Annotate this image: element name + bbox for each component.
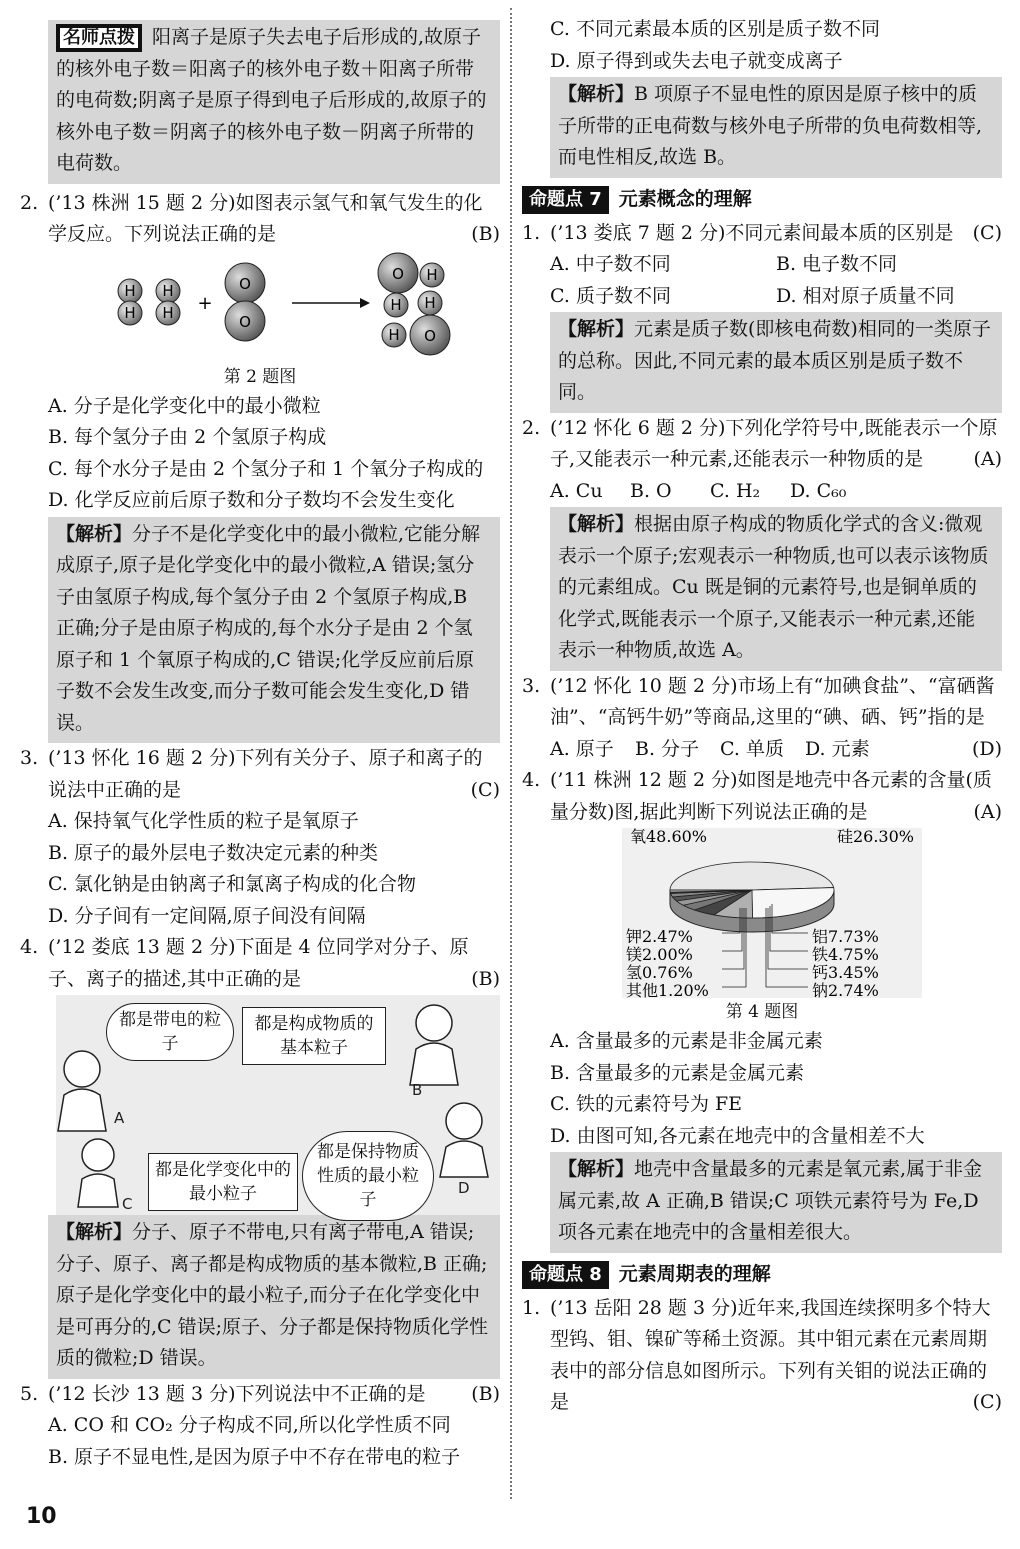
q3-option-b: B. 原子的最外层电子数决定元素的种类 (48, 841, 379, 864)
question-4 (20, 932, 500, 995)
label-b: B (412, 1081, 423, 1099)
q2-option-b: B. 每个氢分子由 2 个氢原子构成 (48, 426, 327, 448)
svg-text:H: H (162, 281, 174, 300)
r-question-1 (522, 218, 1002, 250)
r4-number: 4. (522, 769, 541, 791)
r1-option-c: C. 质子数不同 (550, 284, 671, 307)
q4-number: 4. (20, 936, 39, 958)
bubble-d: 都是保持物质性质的最小粒子 (302, 1131, 434, 1221)
svg-text:+: + (197, 292, 213, 314)
pie-label-镁: 镁2.00% (626, 945, 693, 964)
pie-label-氧: 氧48.60% (630, 828, 708, 846)
q5-analysis (550, 77, 1002, 178)
bubble-c: 都是化学变化中的最小粒子 (148, 1153, 298, 1211)
pie-label-硅: 硅26.30% (836, 828, 914, 846)
section-7-tag: 命题点 7 (522, 186, 609, 214)
r1-options-row-1 (522, 249, 1002, 281)
r2-answer: (A) (973, 448, 1002, 470)
section-8-title: 元素周期表的理解 (618, 1262, 771, 1285)
q4-answer: (B) (471, 967, 500, 990)
right-column (522, 0, 1002, 1419)
r2-stem: (’12 怀化 6 题 2 分)下列化学符号中,既能表示一个原子,又能表示一种元素,还能表示一种物质的是 (550, 416, 998, 470)
q3-answer: (C) (470, 778, 500, 801)
r2-options-row (522, 476, 870, 508)
question-3 (20, 743, 500, 806)
q3-option-a: A. 保持氧气化学性质的粒子是氧原子 (48, 810, 359, 832)
q2-reaction-figure (20, 251, 500, 363)
r3-answer: (D) (971, 737, 1002, 760)
r5-answer: (C) (972, 1391, 1002, 1413)
svg-text:H: H (424, 293, 436, 312)
r2-analysis-text: 根据由原子构成的物质化学式的含义:微观表示一个原子;宏观表示一种物质,也可以表示该物质的元素组成。Cu 既是铜的元素符号,也是铜单质的化学式,既能表示一个原子,又能表示一种元素,还能表示一种物质,故选 A。 (558, 513, 989, 661)
crust-pie-chart (622, 828, 922, 998)
q2-analysis (48, 517, 500, 744)
tip-tag: 名师点拨 (56, 24, 142, 52)
q3-option-d: D. 分子间有一定间隔,原子间没有间隔 (48, 904, 366, 927)
r3-option-c: C. 单质 (720, 737, 784, 760)
svg-text:H: H (426, 265, 438, 284)
label-c: C (122, 1195, 133, 1213)
r4-stem: (’11 株洲 12 题 2 分)如图是地壳中各元素的含量(质量分数)图,据此判断下列说法正确的是 (550, 769, 992, 823)
section-8-tag: 命题点 8 (522, 1261, 609, 1289)
pie-label-铁: 铁4.75% (812, 945, 879, 964)
r1-number: 1. (522, 221, 541, 244)
section-7-title: 元素概念的理解 (618, 187, 752, 210)
r4-pie-figure (622, 828, 922, 998)
r1-option-b: B. 电子数不同 (776, 253, 898, 275)
svg-text:O: O (239, 312, 251, 331)
r1-answer: (C) (972, 221, 1002, 244)
q2-figure-caption: 第 2 题图 (223, 366, 297, 387)
label-d: D (458, 1179, 470, 1197)
r2-option-a: A. Cu (550, 479, 603, 502)
q3-number: 3. (20, 747, 39, 769)
r2-option-d: D. C₆₀ (790, 479, 847, 502)
q4-stem: (’12 娄底 13 题 2 分)下面是 4 位同学对分子、原子、离子的描述,其中正确的是 (48, 936, 469, 990)
q2-option-a: A. 分子是化学变化中的最小微粒 (48, 394, 321, 417)
pie-label-其他: 其他1.20% (626, 981, 709, 998)
label-a: A (114, 1109, 125, 1127)
left-column (20, 0, 500, 1473)
svg-text:O: O (392, 264, 404, 283)
page-number: 10 (26, 1504, 57, 1529)
r2-option-c: C. H₂ (710, 479, 761, 502)
r1-option-d: D. 相对原子质量不同 (776, 284, 955, 307)
r1-option-a: A. 中子数不同 (550, 253, 671, 275)
q4-analysis-text: 分子、原子不带电,只有离子带电,A 错误;分子、原子、离子都是构成物质的基本微粒,B 正确;原子是化学变化中的最小粒子,而分子在化学变化中是可再分的,C 错误;原子、分子都是保持物质化学性质的微粒;D 错误。 (56, 1221, 489, 1369)
q2-option-d: D. 化学反应前后原子数和分子数均不会发生变化 (48, 489, 455, 511)
r5-stem: (’13 岳阳 28 题 3 分)近年来,我国连续探明多个特大型钨、钼、镍矿等稀土资源。其中钼元素在元素周期表中的部分信息如图所示。下列有关钼的说法正确的是 (550, 1296, 991, 1413)
r3-option-b: B. 分子 (635, 737, 700, 760)
q2-analysis-text: 分子不是化学变化中的最小微粒,它能分解成原子,原子是化学变化中的最小微粒,A 错误;氢分子由氢原子构成,每个氢分子由 2 个氢原子构成,B 正确;分子是由原子构成的,每个水分子是由 2 个氢原子和 1 个氧原子构成的,C 错误;化学反应前后原子数不会发生改变,而分子数可能会发生变化,D 错误。 (56, 522, 481, 734)
column-divider (510, 8, 512, 1499)
q3-stem: (’13 怀化 16 题 2 分)下列有关分子、原子和离子的说法中正确的是 (48, 747, 483, 801)
r4-answer: (A) (973, 800, 1002, 823)
r4-option-d: D. 由图可知,各元素在地壳中的含量相差不大 (550, 1124, 925, 1147)
svg-text:H: H (162, 303, 174, 322)
q2-option-c: C. 每个水分子是由 2 个氢分子和 1 个氧分子构成的 (48, 457, 484, 480)
q3-option-c: C. 氯化钠是由钠离子和氯离子构成的化合物 (48, 873, 416, 895)
q5-option-a: A. CO 和 CO₂ 分子构成不同,所以化学性质不同 (48, 1414, 451, 1436)
r3-stem: (’12 怀化 10 题 2 分)市场上有“加碘食盐”、“富硒酱油”、“高钙牛奶”等商品,这里的“碘、硒、钙”指的是 (550, 674, 995, 728)
q2-stem: (’13 株洲 15 题 2 分)如图表示氢气和氧气发生的化学反应。下列说法正确的是 (48, 191, 483, 245)
r4-option-a: A. 含量最多的元素是非金属元素 (550, 1030, 823, 1052)
r3-option-d: D. 元素 (805, 737, 870, 760)
r4-option-b: B. 含量最多的元素是金属元素 (550, 1061, 805, 1084)
bubble-a: 都是带电的粒子 (106, 1003, 234, 1061)
r2-option-b: B. O (630, 479, 672, 502)
pie-label-钠: 钠2.74% (812, 981, 879, 998)
svg-text:H: H (124, 303, 136, 322)
r1-analysis-tag: 【解析】 (558, 318, 635, 340)
pie-label-钙: 钙3.45% (812, 963, 879, 982)
q5-analysis-tag: 【解析】 (558, 83, 635, 105)
pie-label-氢: 氢0.76% (626, 963, 693, 982)
r-question-5 (522, 1293, 1002, 1419)
r2-analysis-tag: 【解析】 (558, 513, 635, 535)
question-2 (20, 188, 500, 251)
svg-text:H: H (390, 295, 402, 314)
section-7-header (522, 184, 1002, 214)
r4-analysis-tag: 【解析】 (558, 1158, 635, 1180)
r1-analysis-text: 元素是质子数(即核电荷数)相同的一类原子的总称。因此,不同元素的最本质区别是质子数不同。 (558, 318, 991, 403)
svg-text:H: H (124, 281, 136, 300)
pie-label-钾: 钾2.47% (626, 927, 693, 946)
q4-analysis-tag: 【解析】 (56, 1221, 133, 1243)
q4-analysis (48, 1215, 500, 1379)
svg-text:O: O (239, 274, 251, 293)
r-question-4 (522, 765, 1002, 828)
r2-number: 2. (522, 416, 541, 439)
section-8-header (522, 1259, 1002, 1289)
bubble-b: 都是构成物质的基本粒子 (242, 1007, 386, 1065)
q5-stem: (’12 长沙 13 题 3 分)下列说法中不正确的是 (48, 1382, 426, 1405)
svg-text:O: O (424, 326, 436, 345)
q5-option-b: B. 原子不显电性,是因为原子中不存在带电的粒子 (48, 1445, 461, 1468)
q2-number: 2. (20, 191, 39, 214)
pie-label-铝: 铝7.73% (812, 927, 879, 946)
q5-number: 5. (20, 1382, 39, 1405)
r4-analysis (550, 1152, 1002, 1253)
q5-option-d: D. 原子得到或失去电子就变成离子 (550, 49, 843, 72)
r3-options-row (522, 734, 890, 766)
r4-option-c: C. 铁的元素符号为 FE (550, 1093, 743, 1115)
r1-options-row-2 (522, 281, 1002, 313)
q4-cartoon-figure (56, 995, 500, 1215)
tip-text: 阳离子是原子失去电子后形成的,故原子的核外电子数＝阳离子的核外电子数＋阳离子所带的电荷数;阴离子是原子得到电子后形成的,故原子的核外电子数＝阴离子的核外电子数－阴离子所带的电荷数。 (56, 26, 487, 174)
q5-option-c: C. 不同元素最本质的区别是质子数不同 (550, 18, 880, 40)
r-question-2 (522, 413, 1002, 476)
q2-analysis-tag: 【解析】 (56, 522, 133, 545)
students-drawing (56, 995, 500, 1215)
r3-number: 3. (522, 674, 541, 697)
svg-text:H: H (388, 325, 400, 344)
q2-answer: (B) (471, 223, 500, 245)
pie-slice-氧 (670, 862, 834, 890)
q5-answer: (B) (471, 1382, 500, 1405)
r3-option-a: A. 原子 (550, 737, 614, 760)
r1-analysis (550, 312, 1002, 413)
q5-analysis-text: B 项原子不显电性的原因是原子核中的质子所带的正电荷数与核外电子所带的负电荷数相等,而电性相反,故选 B。 (558, 83, 983, 168)
r5-number: 1. (522, 1296, 541, 1319)
r1-stem: (’13 娄底 7 题 2 分)不同元素间最本质的区别是 (550, 221, 954, 244)
reaction-diagram (60, 251, 460, 361)
tip-box (48, 20, 500, 184)
question-5 (20, 1379, 500, 1411)
r4-analysis-text: 地壳中含量最多的元素是氧元素,属于非金属元素,故 A 正确,B 错误;C 项铁元素符号为 Fe,D 项各元素在地壳中的含量相差很大。 (558, 1158, 983, 1243)
r2-analysis (550, 507, 1002, 671)
r4-figure-caption: 第 4 题图 (725, 1002, 799, 1022)
